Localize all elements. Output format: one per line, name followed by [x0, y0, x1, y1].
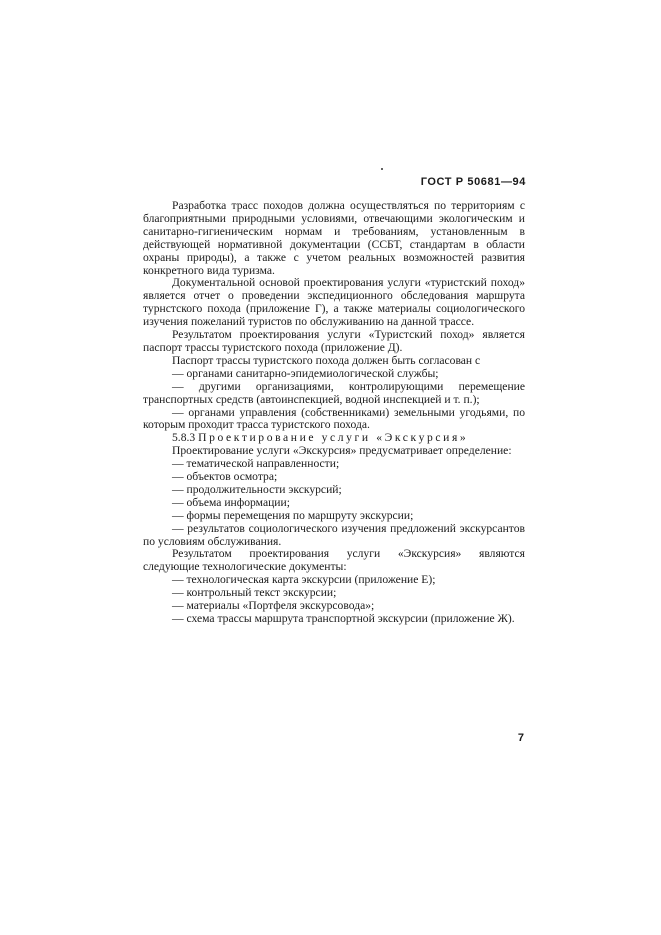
paragraph-hike-result: Результатом проектирования услуги «Туристский поход» является паспорт трассы туристского похода (приложение Д). — [143, 328, 525, 354]
page-number: 7 — [517, 732, 524, 744]
paragraph-excursion-design: Проектирование услуги «Экскурсия» предусматривает определение: — [172, 444, 512, 458]
list-item-sanitary: — органами санитарно-эпидемиологической службы; — [172, 366, 439, 380]
list-item-control-text: — контрольный текст экскурсии; — [172, 586, 337, 600]
speck-mark — [381, 168, 383, 170]
paragraph-documentation-basis: Документальной основой проектирования услуги «туристский поход» является отчет о проведении экспедиционного обследования маршрута турнстского похода (приложение Г), а также материалы социологического изучения пожеланий туристов по обслуживанию на данной трассе. — [143, 276, 525, 329]
section-title: Проектирование услуги «Экскурсия» — [198, 431, 469, 445]
body-text — [143, 200, 525, 626]
list-item-objects: — объектов осмотра; — [172, 470, 278, 484]
standard-code-header: ГОСТ Р 50681—94 — [420, 176, 526, 188]
list-item-route-scheme: — схема трассы маршрута транспортной экскурсии (приложение Ж). — [172, 612, 515, 625]
paragraph-excursion-result: Результатом проектирования услуги «Экскурсия» являются следующие технологические документы: — [143, 547, 525, 574]
list-item-transport: — другими организациями, контролирующими перемещение транспортных средств (автоинспекцией, водной инспекцией и т. п.); — [143, 379, 525, 406]
list-item-theme: — тематической направленности; — [172, 457, 340, 471]
list-item-duration: — продолжительности экскурсий; — [172, 482, 342, 496]
section-number: 5.8.3 — [172, 431, 196, 445]
list-item-info-volume: — объема информации; — [172, 495, 290, 509]
list-item-portfolio: — материалы «Портфеля экскурсовода»; — [172, 599, 375, 613]
list-item-tech-card: — технологическая карта экскурсии (приложение Е); — [172, 573, 436, 587]
list-item-sociology: — результатов социологического изучения предложений экскурсантов по условиям обслуживания. — [143, 521, 525, 548]
list-item-movement: — формы перемещения по маршруту экскурсии; — [172, 508, 414, 522]
list-item-land: — органами управления (собственниками) земельными угодьями, по которым проходит трасса туристского похода. — [143, 405, 525, 432]
paragraph-route-development: Разработка трасс походов должна осуществляться по территориям с благоприятными природными условиями, отвечающими экологическим и санитарно-гигиеническим нормам и требованиям, установленным в действующей нормативной документации (ССБТ, стандартам в области охраны природы), а также с учетом реальных возможностей развития конкретного вида туризма. — [143, 199, 525, 277]
paragraph-passport-approval: Паспорт трассы туристского похода должен быть согласован с — [172, 353, 481, 367]
